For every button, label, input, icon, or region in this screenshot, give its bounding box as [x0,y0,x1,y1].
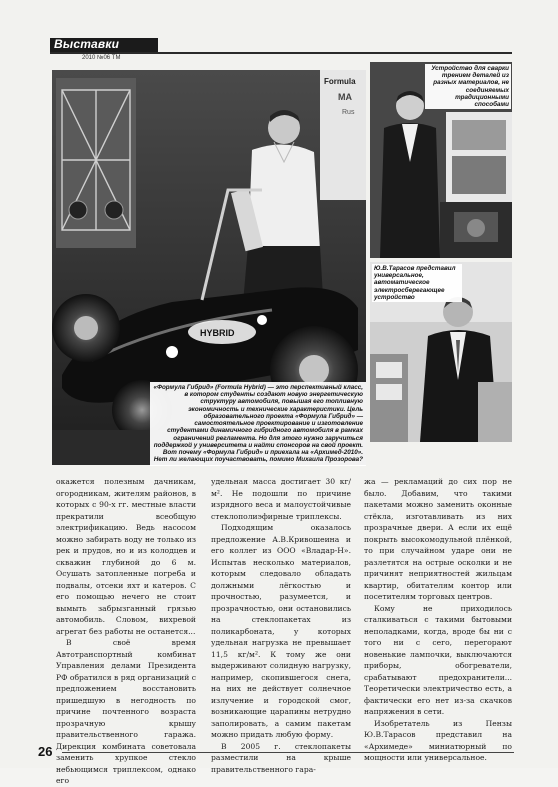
paragraph: В своё время Автотранспортный комбинат Управления делами Президента РФ обратился в ряд организаций с предложением восстановить пришедшую в негодность по причине почтенного возраста прозрачную крышу правительственного гаража. Дирекция комбината советовала заменить хрупкое стекло небьющимся триплексом, однако его [56,638,196,785]
issue-label: 2010 №06 ТМ [82,55,121,61]
paragraph: окажется полезным дачникам, огородникам, жителям районов, в которых с 90-х гг. местные власти прекратили всеобщую электрификацию. Ведь насосом можно забирать воду не только из рек и прудов, но и из колодцев и скважин глубиной до 6 м. Осушать затопленные погреба и подвалы, отсеки яхт и катеров. С его помощью нечего не стоит вымыть забрызганный грязью автомобиль. Словом, вихревой агрегат без работы не останется... [56,477,196,636]
text-column-1 [56,476,196,787]
footer-rule [62,752,514,753]
banner-text-ma: MA [338,92,352,102]
paragraph: удельная масса достигает 30 кг/м². Не подошли по причине изрядного веса и малоустойчивые стеклополиэфирные триплексы. [211,477,351,521]
text-column-3 [364,476,512,764]
header-rule [50,52,512,54]
paragraph: жа — рекламаций до сих пор не было. Добавим, что такими пакетами можно заменить оконные стёкла, изготавливать из них прозрачные двери. А если их ещё покрыть высокомодульной плёнкой, то при случайном ударе они не разлетятся на острые осколки и не причинят неприятностей жильцам квартир, обитателям контор или посетителям торговых центров. [364,477,512,601]
page-number: 26 [38,744,53,759]
text-column-2 [211,476,351,775]
car-decal-text: HYBRID [200,328,235,338]
section-title: Выставки [54,37,120,51]
banner-text-formula: Formula [324,77,356,86]
caption-welding-device: Устройство для сварки трением деталей из разных материалов, не соединяемых традиционными способами [425,64,511,109]
paragraph: Изобретатель из Пензы Ю.В.Тарасов представил на «Архимеде» миниатюрный по мощности или универсальное. [364,718,512,762]
banner-text-rus: Rus [342,109,355,116]
caption-formula-hybrid: «Формула Гибрид» (Formula Hybrid) — это перспективный класс, в котором студенты создают новую энергетическую структуру автомобиля, повышая его топливную экономичность и технические характеристики. Цель образовательного проекта «Формула Гибрид» — самостоятельное проектирование и изготовление студентами динамичного гибридного автомобиля в рамках ограничений регламента. Но для этого нужно заручиться поддержкой у университета и найти спонсоров на свой проект. Вот почему «Формула Гибрид» и приехала на «Архимед-2010». Нет ли желающих поучаствовать, помимо Михаила Прозорова? [150,382,366,466]
paragraph: Подходящим оказалось предложение А.В.Кривошеина и его коллег из ООО «Владар-Н». Испытав несколько материалов, которым следовало обладать должными лёгкостью и прочностью, разумеется, и прозрачностью, они остановились на стеклопакетах из поликарбоната, у которых удельная нагрузка не превышает 11,5 кг/м². К тому же они выдерживают солидную нагрузку, например, скопившегося снега, на них не действует солнечное излучение и городской смог, возникающие царапины нетрудно заполировать, а самим пакетам можно придать любую форму. [211,523,351,739]
paragraph: Кому не приходилось сталкиваться с такими бытовыми неполадками, когда, вроде бы ни с того ни с сего, перегорают новенькие лампочки, выключаются приборы, обогреватели, срабатывают предохранители... Теоретически электричество есть, а фактически его нет из-за скачков напряжения в сети. [364,603,512,716]
paragraph: В 2005 г. стеклопакеты разместили на крыше правительственного гара- [211,741,351,774]
caption-tarasov: Ю.В.Тарасов представил универсальное, автоматическое электросберегающее устройство [372,264,462,302]
